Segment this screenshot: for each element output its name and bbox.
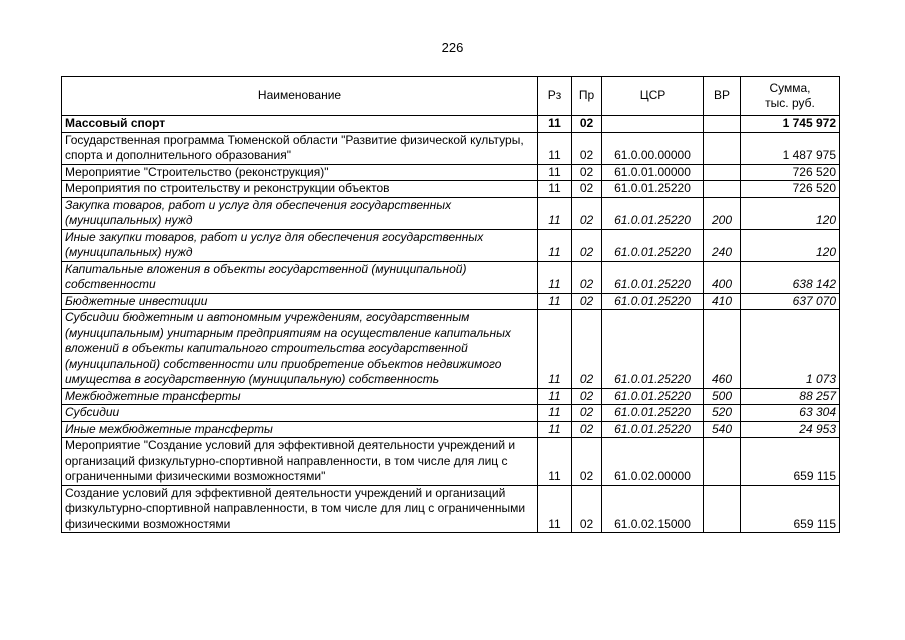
cell-pr: 02 xyxy=(572,438,602,486)
header-csr: ЦСР xyxy=(602,77,704,116)
cell-rz: 11 xyxy=(538,405,572,422)
budget-table xyxy=(61,76,840,533)
header-sum xyxy=(741,77,840,116)
table-row xyxy=(62,132,840,164)
cell-rz: 11 xyxy=(538,421,572,438)
cell-rz: 11 xyxy=(538,116,572,133)
cell-csr: 61.0.01.25220 xyxy=(602,293,704,310)
cell-sum: 63 304 xyxy=(741,405,840,422)
cell-vr xyxy=(704,438,741,486)
table-row xyxy=(62,405,840,422)
page-number: 226 xyxy=(441,40,464,55)
cell-pr: 02 xyxy=(572,116,602,133)
cell-csr: 61.0.01.25220 xyxy=(602,310,704,389)
cell-name: Массовый спорт xyxy=(62,116,538,133)
table-row xyxy=(62,116,840,133)
cell-pr: 02 xyxy=(572,164,602,181)
header-rz: Рз xyxy=(538,77,572,116)
cell-pr: 02 xyxy=(572,293,602,310)
header-sum-line2: тыс. руб. xyxy=(765,96,815,110)
cell-rz: 11 xyxy=(538,388,572,405)
table-row xyxy=(62,293,840,310)
cell-rz: 11 xyxy=(538,310,572,389)
cell-sum: 659 115 xyxy=(741,438,840,486)
table-body xyxy=(62,116,840,533)
header-name: Наименование xyxy=(62,77,538,116)
cell-rz: 11 xyxy=(538,485,572,533)
cell-csr: 61.0.01.25220 xyxy=(602,181,704,198)
cell-name: Создание условий для эффективной деятельности учреждений и организаций физкультурно-спортивной направленности, в том числе для лиц с ограниченными физическими возможностями xyxy=(62,485,538,533)
cell-pr: 02 xyxy=(572,181,602,198)
cell-name: Субсидии xyxy=(62,405,538,422)
table-row xyxy=(62,310,840,389)
table-header-row xyxy=(62,77,840,116)
cell-sum: 1 745 972 xyxy=(741,116,840,133)
cell-csr: 61.0.01.00000 xyxy=(602,164,704,181)
cell-csr: 61.0.01.25220 xyxy=(602,388,704,405)
cell-vr: 400 xyxy=(704,261,741,293)
cell-rz: 11 xyxy=(538,181,572,198)
cell-vr xyxy=(704,164,741,181)
cell-sum: 1 073 xyxy=(741,310,840,389)
cell-name: Субсидии бюджетным и автономным учреждениям, государственным (муниципальным) унитарным предприятиям на осуществление капитальных вложений в объекты капитального строительства государственной (муниципальной) собственности или приобретение объектов недвижимого имущества в государственную (муниципальную) собственность xyxy=(62,310,538,389)
table-row xyxy=(62,181,840,198)
table-row xyxy=(62,197,840,229)
cell-vr: 540 xyxy=(704,421,741,438)
cell-csr: 61.0.01.25220 xyxy=(602,197,704,229)
table-row xyxy=(62,485,840,533)
table-row xyxy=(62,229,840,261)
cell-rz: 11 xyxy=(538,132,572,164)
cell-sum: 659 115 xyxy=(741,485,840,533)
cell-pr: 02 xyxy=(572,132,602,164)
cell-sum: 726 520 xyxy=(741,181,840,198)
cell-pr: 02 xyxy=(572,229,602,261)
cell-rz: 11 xyxy=(538,164,572,181)
cell-name: Бюджетные инвестиции xyxy=(62,293,538,310)
cell-name: Мероприятие "Строительство (реконструкция)" xyxy=(62,164,538,181)
table-row xyxy=(62,261,840,293)
cell-rz: 11 xyxy=(538,229,572,261)
cell-vr: 200 xyxy=(704,197,741,229)
cell-csr: 61.0.01.25220 xyxy=(602,261,704,293)
table-row xyxy=(62,388,840,405)
cell-vr xyxy=(704,485,741,533)
cell-sum: 1 487 975 xyxy=(741,132,840,164)
cell-name: Мероприятия по строительству и реконструкции объектов xyxy=(62,181,538,198)
cell-pr: 02 xyxy=(572,405,602,422)
cell-csr: 61.0.02.15000 xyxy=(602,485,704,533)
cell-csr: 61.0.02.00000 xyxy=(602,438,704,486)
header-sum-line1: Сумма, xyxy=(769,80,811,95)
cell-name: Иные межбюджетные трансферты xyxy=(62,421,538,438)
cell-csr: 61.0.01.25220 xyxy=(602,421,704,438)
cell-rz: 11 xyxy=(538,438,572,486)
cell-name: Государственная программа Тюменской области "Развитие физической культуры, спорта и дополнительного образования" xyxy=(62,132,538,164)
cell-sum: 726 520 xyxy=(741,164,840,181)
cell-vr: 500 xyxy=(704,388,741,405)
cell-name: Закупка товаров, работ и услуг для обеспечения государственных (муниципальных) нужд xyxy=(62,197,538,229)
cell-csr: 61.0.01.25220 xyxy=(602,405,704,422)
cell-rz: 11 xyxy=(538,197,572,229)
header-vr: ВР xyxy=(704,77,741,116)
cell-vr: 240 xyxy=(704,229,741,261)
cell-pr: 02 xyxy=(572,310,602,389)
cell-sum: 24 953 xyxy=(741,421,840,438)
cell-vr: 460 xyxy=(704,310,741,389)
cell-name: Мероприятие "Создание условий для эффективной деятельности учреждений и организаций физкультурно-спортивной направленности, в том числе для лиц с ограниченными физическими возможностями" xyxy=(62,438,538,486)
cell-name: Капитальные вложения в объекты государственной (муниципальной) собственности xyxy=(62,261,538,293)
cell-name: Иные закупки товаров, работ и услуг для обеспечения государственных (муниципальных) нужд xyxy=(62,229,538,261)
cell-vr xyxy=(704,132,741,164)
table-row xyxy=(62,438,840,486)
table-row xyxy=(62,164,840,181)
cell-pr: 02 xyxy=(572,388,602,405)
cell-sum: 88 257 xyxy=(741,388,840,405)
cell-sum: 637 070 xyxy=(741,293,840,310)
cell-csr: 61.0.01.25220 xyxy=(602,229,704,261)
cell-csr xyxy=(602,116,704,133)
cell-vr: 410 xyxy=(704,293,741,310)
cell-pr: 02 xyxy=(572,485,602,533)
cell-rz: 11 xyxy=(538,293,572,310)
cell-sum: 638 142 xyxy=(741,261,840,293)
cell-pr: 02 xyxy=(572,421,602,438)
cell-vr xyxy=(704,116,741,133)
cell-vr xyxy=(704,181,741,198)
cell-sum: 120 xyxy=(741,229,840,261)
cell-pr: 02 xyxy=(572,261,602,293)
table-row xyxy=(62,421,840,438)
cell-rz: 11 xyxy=(538,261,572,293)
cell-name: Межбюджетные трансферты xyxy=(62,388,538,405)
header-pr: Пр xyxy=(572,77,602,116)
cell-vr: 520 xyxy=(704,405,741,422)
cell-csr: 61.0.00.00000 xyxy=(602,132,704,164)
cell-pr: 02 xyxy=(572,197,602,229)
cell-sum: 120 xyxy=(741,197,840,229)
